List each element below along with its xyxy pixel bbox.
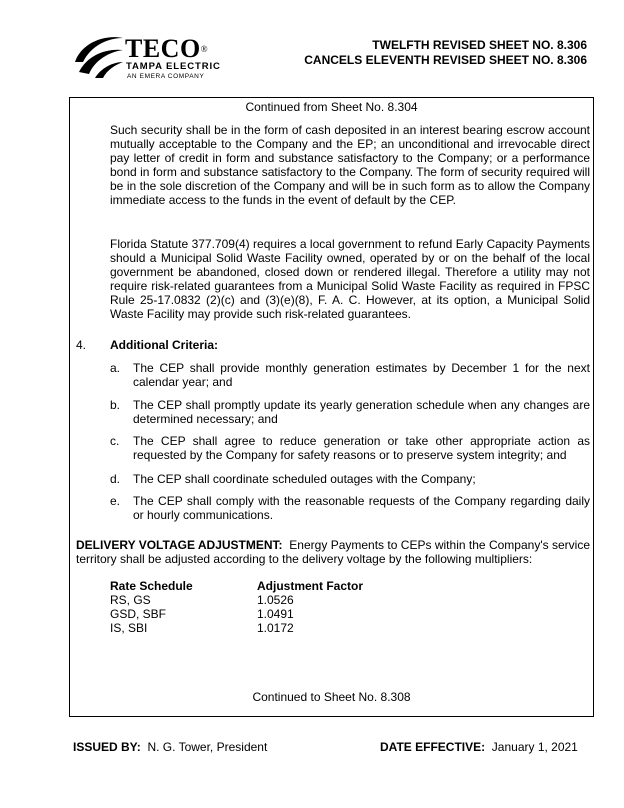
rate-table-header-factor: Adjustment Factor	[257, 579, 364, 593]
sheet-header	[304, 38, 587, 68]
logo-tagline: AN EMERA COMPANY	[127, 73, 205, 80]
issued-by-label: ISSUED BY:	[73, 740, 141, 754]
criteria-number: 4.	[76, 338, 87, 352]
criteria-item-letter: b.	[110, 398, 121, 412]
rate-schedule-cell: RS, GS	[110, 593, 151, 607]
criteria-item-text: The CEP shall comply with the reasonable requests of the Company regarding daily or hourly communications.	[133, 494, 590, 522]
delivery-voltage-paragraph	[76, 538, 590, 566]
delivery-voltage-heading: DELIVERY VOLTAGE ADJUSTMENT:	[76, 538, 283, 552]
adjustment-factor-cell: 1.0526	[257, 593, 294, 607]
rate-table-header-schedule: Rate Schedule	[110, 579, 193, 593]
security-paragraph: Such security shall be in the form of cash deposited in an interest bearing escrow account mutually acceptable to the Company and the EP; an unconditional and irrevocable direct pay letter of credit in form and substance satisfactory to the Company; or a performance bond in form and substance satisfactory to the Company. The form of security required will be in the sole discretion of the Company and will be in such form as to allow the Company immediate access to the funds in the event of default by the CEP.	[110, 123, 590, 207]
continued-from: Continued from Sheet No. 8.304	[245, 100, 418, 114]
rate-schedule-cell: IS, SBI	[110, 621, 148, 635]
adjustment-factor-cell: 1.0172	[257, 621, 294, 635]
issued-by	[73, 740, 267, 754]
criteria-item-text: The CEP shall coordinate scheduled outages with the Company;	[133, 472, 476, 486]
sheet-number: TWELFTH REVISED SHEET NO. 8.306	[372, 38, 587, 52]
tariff-content-box	[69, 97, 594, 717]
sheet-cancels: CANCELS ELEVENTH REVISED SHEET NO. 8.306	[304, 53, 587, 67]
criteria-item-text: The CEP shall agree to reduce generation or take other appropriate action as requested by the Company for safety reasons or to preserve system integrity; and	[133, 434, 590, 462]
criteria-item-letter: e.	[110, 494, 121, 508]
logo-subtitle: TAMPA ELECTRIC	[126, 61, 221, 72]
criteria-item-letter: c.	[110, 434, 120, 448]
teco-swoosh-icon	[73, 32, 125, 82]
florida-statute-paragraph: Florida Statute 377.709(4) requires a local government to refund Early Capacity Payments should a Municipal Solid Waste Facility owned, operated by or on the behalf of the local government be abandoned, closed down or rendered illegal. Therefore a utility may not require risk-related guarantees from a Municipal Solid Waste Facility as required in FPSC Rule 25-17.0832 (2)(c) and (3)(e)(8), F. A. C. However, at its option, a Municipal Solid Waste Facility may provide such risk-related guarantees.	[110, 237, 590, 321]
adjustment-factor-cell: 1.0491	[257, 607, 294, 621]
criteria-item-text: The CEP shall provide monthly generation estimates by December 1 for the next calendar year; and	[133, 361, 590, 389]
teco-logo	[73, 32, 263, 82]
criteria-item-letter: a.	[110, 361, 121, 375]
criteria-item-letter: d.	[110, 472, 121, 486]
continued-to: Continued to Sheet No. 8.308	[252, 690, 411, 704]
rate-schedule-cell: GSD, SBF	[110, 607, 167, 621]
criteria-item-text: The CEP shall promptly update its yearly generation schedule when any changes are determined necessary; and	[133, 398, 590, 426]
criteria-title: Additional Criteria:	[110, 338, 219, 352]
date-effective	[380, 740, 578, 754]
date-effective-label: DATE EFFECTIVE:	[380, 740, 486, 754]
logo-wordmark: TECO®	[125, 34, 209, 63]
issued-by-value: N. G. Tower, President	[147, 740, 268, 754]
delivery-voltage-text: Energy Payments to CEPs within the Company's service territory shall be adjusted according to the delivery voltage by the following multipliers:	[76, 538, 590, 566]
date-effective-value: January 1, 2021	[491, 740, 578, 754]
